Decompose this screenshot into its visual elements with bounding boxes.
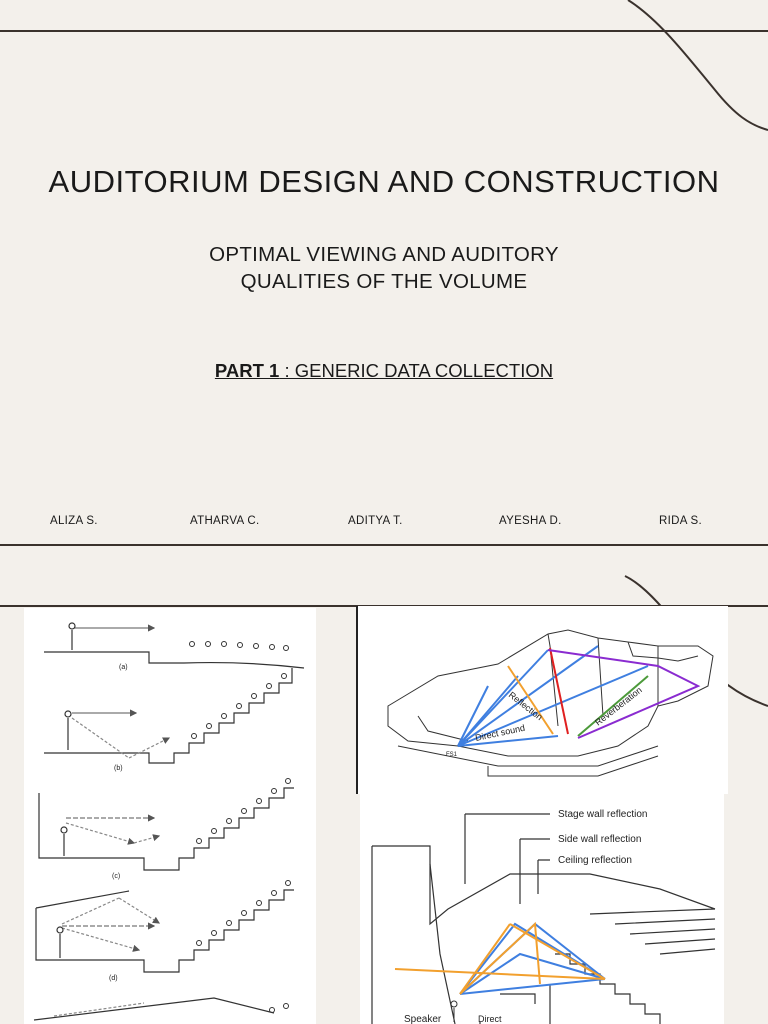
subtitle-line-1: OPTIMAL VIEWING AND AUDITORY <box>209 243 559 266</box>
bottom-rule <box>0 544 768 546</box>
subtitle <box>0 241 768 295</box>
label-a: (a) <box>119 664 128 671</box>
direct-sound-label: Direct sound <box>474 722 526 743</box>
part-label: PART 1 <box>214 360 280 381</box>
acoustic-3d-figure <box>358 606 726 794</box>
stage-wall-label: Stage wall reflection <box>558 809 648 820</box>
author-name: AYESHA D. <box>499 515 562 527</box>
presentation-title: AUDITORIUM DESIGN AND CONSTRUCTION <box>48 164 720 199</box>
speaker-label: Speaker <box>404 1014 442 1024</box>
reflection-label: Reflection <box>506 689 545 723</box>
author-name: ADITYA T. <box>348 515 403 527</box>
part-heading <box>0 360 768 382</box>
author-list <box>0 515 768 531</box>
side-wall-label: Side wall reflection <box>558 834 642 845</box>
sightline-figure <box>24 608 316 1024</box>
fs1-label: FS1 <box>446 752 458 758</box>
reflection-section-diagram <box>360 794 724 1024</box>
label-b: (b) <box>114 765 123 772</box>
part-text: : GENERIC DATA COLLECTION <box>279 360 554 381</box>
diagram-slide <box>0 548 768 1024</box>
label-d: (d) <box>109 975 118 982</box>
ceiling-label: Ceiling reflection <box>558 855 632 866</box>
author-name: ATHARVA C. <box>190 515 260 527</box>
direct-label: Direct <box>478 1014 502 1024</box>
top-rule <box>0 30 768 32</box>
reverberation-label: Reverberation <box>593 684 644 728</box>
acoustic-3d-diagram <box>356 606 728 794</box>
subtitle-line-2: QUALITIES OF THE VOLUME <box>240 270 528 293</box>
label-c: (c) <box>112 873 121 880</box>
author-name: ALIZA S. <box>50 515 98 527</box>
author-name: RIDA S. <box>659 515 703 527</box>
sightline-diagrams <box>24 608 316 1024</box>
reflection-section-figure <box>360 794 724 1024</box>
